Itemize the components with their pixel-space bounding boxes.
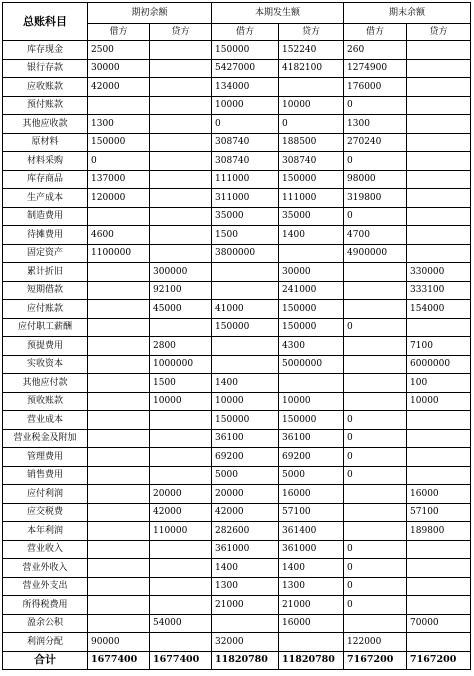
account-name-cell: 预提费用 [3, 337, 88, 356]
amount-cell [88, 429, 150, 448]
account-name-cell: 应付利润 [3, 485, 88, 504]
amount-cell: 10000 [212, 392, 279, 411]
header-row-groups [3, 3, 471, 24]
amount-cell: 1400 [212, 559, 279, 578]
account-name-cell: 生产成本 [3, 189, 88, 208]
amount-cell: 69200 [279, 448, 344, 467]
account-name-cell: 管理费用 [3, 448, 88, 467]
amount-cell [212, 281, 279, 300]
account-name-cell: 应付职工薪酬 [3, 318, 88, 337]
amount-cell [407, 411, 471, 430]
amount-cell [212, 337, 279, 356]
account-name-cell: 其他应付款 [3, 374, 88, 393]
amount-cell [150, 207, 212, 226]
account-name-cell: 待摊费用 [3, 226, 88, 245]
amount-cell [407, 41, 471, 60]
table-row [3, 503, 471, 522]
account-name-cell: 营业税金及附加 [3, 429, 88, 448]
table-row [3, 152, 471, 171]
table-row [3, 429, 471, 448]
amount-cell [407, 596, 471, 615]
amount-cell: 311000 [212, 189, 279, 208]
amount-cell [279, 633, 344, 652]
amount-cell: 16000 [279, 485, 344, 504]
amount-cell [212, 355, 279, 374]
amount-cell: 150000 [212, 318, 279, 337]
amount-cell [88, 522, 150, 541]
amount-cell: 0 [344, 448, 407, 467]
amount-cell: 54000 [150, 614, 212, 633]
amount-cell: 154000 [407, 300, 471, 319]
amount-cell [150, 318, 212, 337]
account-name-cell: 银行存款 [3, 59, 88, 78]
account-name-cell: 材料采购 [3, 152, 88, 171]
amount-cell [88, 411, 150, 430]
amount-cell: 150000 [279, 411, 344, 430]
amount-cell: 1400 [279, 559, 344, 578]
table-row [3, 207, 471, 226]
amount-cell [407, 577, 471, 596]
amount-cell [407, 189, 471, 208]
amount-cell [88, 577, 150, 596]
amount-cell [344, 503, 407, 522]
table-row [3, 59, 471, 78]
table-row [3, 300, 471, 319]
table-row [3, 355, 471, 374]
table-row [3, 281, 471, 300]
table-row [3, 78, 471, 97]
amount-cell: 0 [88, 152, 150, 171]
opening-debit-header: 借方 [88, 24, 150, 41]
amount-cell [150, 596, 212, 615]
amount-cell [88, 281, 150, 300]
amount-cell: 0 [344, 559, 407, 578]
amount-cell: 42000 [88, 78, 150, 97]
account-name-cell: 库存商品 [3, 170, 88, 189]
amount-cell: 282600 [212, 522, 279, 541]
amount-cell: 2500 [88, 41, 150, 60]
amount-cell: 4700 [344, 226, 407, 245]
amount-cell [344, 281, 407, 300]
amount-cell [344, 355, 407, 374]
account-name-cell: 营业收入 [3, 540, 88, 559]
total-cell: 11820780 [212, 651, 279, 669]
amount-cell [407, 170, 471, 189]
amount-cell: 4300 [279, 337, 344, 356]
amount-cell: 120000 [88, 189, 150, 208]
opening-credit-header: 贷方 [150, 24, 212, 41]
amount-cell [150, 226, 212, 245]
amount-cell [88, 300, 150, 319]
amount-cell: 241000 [279, 281, 344, 300]
account-name-cell: 短期借款 [3, 281, 88, 300]
amount-cell: 4182100 [279, 59, 344, 78]
amount-cell [150, 577, 212, 596]
table-row [3, 96, 471, 115]
amount-cell: 300000 [150, 263, 212, 282]
account-name-cell: 应收账款 [3, 78, 88, 97]
amount-cell [279, 244, 344, 263]
amount-cell [150, 466, 212, 485]
amount-cell: 176000 [344, 78, 407, 97]
amount-cell [407, 633, 471, 652]
amount-cell [407, 207, 471, 226]
amount-cell: 69200 [212, 448, 279, 467]
table-row [3, 115, 471, 134]
account-name-cell: 营业外收入 [3, 559, 88, 578]
amount-cell [150, 41, 212, 60]
table-row [3, 318, 471, 337]
amount-cell: 0 [344, 318, 407, 337]
period-debit-header: 借方 [212, 24, 279, 41]
account-name-cell: 利润分配 [3, 633, 88, 652]
amount-cell: 333100 [407, 281, 471, 300]
amount-cell [88, 96, 150, 115]
table-row [3, 466, 471, 485]
amount-cell [407, 133, 471, 152]
account-name-cell: 库存现金 [3, 41, 88, 60]
amount-cell [344, 300, 407, 319]
amount-cell: 45000 [150, 300, 212, 319]
amount-cell: 0 [344, 96, 407, 115]
amount-cell [88, 355, 150, 374]
amount-cell [407, 78, 471, 97]
account-name-cell: 营业成本 [3, 411, 88, 430]
amount-cell: 260 [344, 41, 407, 60]
amount-cell: 57100 [407, 503, 471, 522]
total-cell: 11820780 [279, 651, 344, 669]
amount-cell: 150000 [212, 41, 279, 60]
amount-cell: 0 [344, 152, 407, 171]
ledger-body [3, 41, 471, 652]
closing-balance-header: 期末余额 [344, 3, 471, 24]
amount-cell: 330000 [407, 263, 471, 282]
account-name-cell: 固定资产 [3, 244, 88, 263]
amount-cell [407, 59, 471, 78]
amount-cell: 42000 [212, 503, 279, 522]
amount-cell [88, 485, 150, 504]
amount-cell: 189800 [407, 522, 471, 541]
amount-cell: 361400 [279, 522, 344, 541]
amount-cell [150, 540, 212, 559]
amount-cell [150, 429, 212, 448]
amount-cell [88, 466, 150, 485]
account-name-cell: 实收资本 [3, 355, 88, 374]
amount-cell [88, 207, 150, 226]
amount-cell [88, 448, 150, 467]
amount-cell [88, 503, 150, 522]
amount-cell: 10000 [212, 96, 279, 115]
amount-cell: 137000 [88, 170, 150, 189]
amount-cell: 150000 [279, 300, 344, 319]
amount-cell: 41000 [212, 300, 279, 319]
table-row [3, 540, 471, 559]
amount-cell [88, 263, 150, 282]
amount-cell: 10000 [279, 96, 344, 115]
amount-cell [407, 226, 471, 245]
amount-cell: 0 [344, 411, 407, 430]
amount-cell: 5427000 [212, 59, 279, 78]
amount-cell: 361000 [212, 540, 279, 559]
closing-debit-header: 借方 [344, 24, 407, 41]
table-row [3, 244, 471, 263]
amount-cell: 98000 [344, 170, 407, 189]
table-row [3, 485, 471, 504]
table-row [3, 614, 471, 633]
amount-cell [150, 133, 212, 152]
amount-cell [150, 411, 212, 430]
amount-cell: 134000 [212, 78, 279, 97]
amount-cell [344, 614, 407, 633]
amount-cell: 0 [344, 540, 407, 559]
amount-cell: 270240 [344, 133, 407, 152]
amount-cell [88, 540, 150, 559]
amount-cell [344, 522, 407, 541]
amount-cell: 150000 [88, 133, 150, 152]
total-cell: 7167200 [407, 651, 471, 669]
total-label: 合计 [3, 651, 88, 669]
amount-cell [407, 429, 471, 448]
account-name-cell: 盈余公积 [3, 614, 88, 633]
amount-cell: 5000 [279, 466, 344, 485]
amount-cell: 1500 [150, 374, 212, 393]
amount-cell: 1400 [212, 374, 279, 393]
amount-cell [407, 448, 471, 467]
amount-cell [150, 170, 212, 189]
amount-cell: 0 [344, 596, 407, 615]
amount-cell: 1274900 [344, 59, 407, 78]
amount-cell: 2800 [150, 337, 212, 356]
table-row [3, 337, 471, 356]
table-row [3, 522, 471, 541]
total-row [3, 651, 471, 669]
trial-balance-table [2, 2, 471, 670]
amount-cell [344, 374, 407, 393]
amount-cell: 4900000 [344, 244, 407, 263]
amount-cell: 90000 [88, 633, 150, 652]
account-title-header: 总账科目 [3, 3, 88, 41]
amount-cell: 111000 [212, 170, 279, 189]
amount-cell: 7100 [407, 337, 471, 356]
amount-cell [212, 614, 279, 633]
amount-cell [88, 392, 150, 411]
amount-cell: 1300 [344, 115, 407, 134]
closing-credit-header: 贷方 [407, 24, 471, 41]
amount-cell [407, 96, 471, 115]
amount-cell: 308740 [212, 152, 279, 171]
amount-cell [150, 559, 212, 578]
amount-cell: 6000000 [407, 355, 471, 374]
account-name-cell: 其他应收款 [3, 115, 88, 134]
amount-cell [407, 540, 471, 559]
period-credit-header: 贷方 [279, 24, 344, 41]
amount-cell: 152240 [279, 41, 344, 60]
account-name-cell: 所得税费用 [3, 596, 88, 615]
amount-cell: 20000 [212, 485, 279, 504]
table-row [3, 411, 471, 430]
table-row [3, 189, 471, 208]
amount-cell [407, 318, 471, 337]
amount-cell [279, 78, 344, 97]
amount-cell [150, 633, 212, 652]
amount-cell: 308740 [212, 133, 279, 152]
amount-cell: 35000 [212, 207, 279, 226]
amount-cell: 150000 [279, 170, 344, 189]
account-name-cell: 累计折旧 [3, 263, 88, 282]
amount-cell [150, 244, 212, 263]
account-name-cell: 营业外支出 [3, 577, 88, 596]
amount-cell [88, 318, 150, 337]
amount-cell [407, 244, 471, 263]
amount-cell: 0 [344, 207, 407, 226]
table-row [3, 559, 471, 578]
amount-cell [88, 337, 150, 356]
amount-cell [344, 485, 407, 504]
amount-cell: 21000 [212, 596, 279, 615]
amount-cell: 110000 [150, 522, 212, 541]
amount-cell: 20000 [150, 485, 212, 504]
amount-cell: 92100 [150, 281, 212, 300]
table-row [3, 374, 471, 393]
account-name-cell: 预收账款 [3, 392, 88, 411]
amount-cell: 30000 [279, 263, 344, 282]
amount-cell [150, 115, 212, 134]
amount-cell: 188500 [279, 133, 344, 152]
total-cell: 1677400 [88, 651, 150, 669]
amount-cell: 150000 [212, 411, 279, 430]
amount-cell: 70000 [407, 614, 471, 633]
amount-cell: 122000 [344, 633, 407, 652]
total-cell: 7167200 [344, 651, 407, 669]
amount-cell [344, 337, 407, 356]
account-name-cell: 应付账款 [3, 300, 88, 319]
amount-cell: 1400 [279, 226, 344, 245]
amount-cell: 21000 [279, 596, 344, 615]
amount-cell: 150000 [279, 318, 344, 337]
amount-cell: 111000 [279, 189, 344, 208]
amount-cell [407, 152, 471, 171]
amount-cell: 1500 [212, 226, 279, 245]
amount-cell [150, 448, 212, 467]
account-name-cell: 制造费用 [3, 207, 88, 226]
amount-cell [150, 59, 212, 78]
amount-cell: 4600 [88, 226, 150, 245]
amount-cell [279, 374, 344, 393]
amount-cell: 1300 [279, 577, 344, 596]
amount-cell: 36100 [279, 429, 344, 448]
amount-cell: 10000 [150, 392, 212, 411]
table-row [3, 226, 471, 245]
amount-cell [150, 96, 212, 115]
amount-cell: 10000 [279, 392, 344, 411]
amount-cell: 32000 [212, 633, 279, 652]
amount-cell: 319800 [344, 189, 407, 208]
amount-cell: 42000 [150, 503, 212, 522]
amount-cell: 0 [344, 429, 407, 448]
amount-cell: 36100 [212, 429, 279, 448]
amount-cell [88, 559, 150, 578]
amount-cell [407, 559, 471, 578]
amount-cell: 5000000 [279, 355, 344, 374]
amount-cell: 10000 [407, 392, 471, 411]
amount-cell [88, 374, 150, 393]
amount-cell: 5000 [212, 466, 279, 485]
amount-cell: 30000 [88, 59, 150, 78]
amount-cell: 0 [344, 466, 407, 485]
account-name-cell: 预付账款 [3, 96, 88, 115]
amount-cell: 35000 [279, 207, 344, 226]
table-row [3, 596, 471, 615]
amount-cell [407, 466, 471, 485]
total-cell: 1677400 [150, 651, 212, 669]
table-row [3, 263, 471, 282]
amount-cell: 3800000 [212, 244, 279, 263]
table-row [3, 41, 471, 60]
amount-cell [150, 152, 212, 171]
amount-cell [88, 614, 150, 633]
amount-cell [344, 392, 407, 411]
amount-cell [407, 115, 471, 134]
amount-cell: 308740 [279, 152, 344, 171]
amount-cell: 0 [279, 115, 344, 134]
amount-cell [150, 78, 212, 97]
amount-cell: 16000 [279, 614, 344, 633]
amount-cell [344, 263, 407, 282]
table-row [3, 577, 471, 596]
account-name-cell: 应交税费 [3, 503, 88, 522]
opening-balance-header: 期初余额 [88, 3, 212, 24]
amount-cell: 1100000 [88, 244, 150, 263]
amount-cell: 100 [407, 374, 471, 393]
table-row [3, 133, 471, 152]
amount-cell [212, 263, 279, 282]
account-name-cell: 本年利润 [3, 522, 88, 541]
table-row [3, 448, 471, 467]
amount-cell: 0 [212, 115, 279, 134]
table-row [3, 170, 471, 189]
account-name-cell: 销售费用 [3, 466, 88, 485]
amount-cell: 57100 [279, 503, 344, 522]
amount-cell [150, 189, 212, 208]
amount-cell: 1000000 [150, 355, 212, 374]
amount-cell [88, 596, 150, 615]
account-name-cell: 原材料 [3, 133, 88, 152]
amount-cell: 0 [344, 577, 407, 596]
table-row [3, 392, 471, 411]
amount-cell: 361000 [279, 540, 344, 559]
amount-cell: 1300 [212, 577, 279, 596]
current-period-header: 本期发生额 [212, 3, 344, 24]
amount-cell: 16000 [407, 485, 471, 504]
table-row [3, 633, 471, 652]
amount-cell: 1300 [88, 115, 150, 134]
